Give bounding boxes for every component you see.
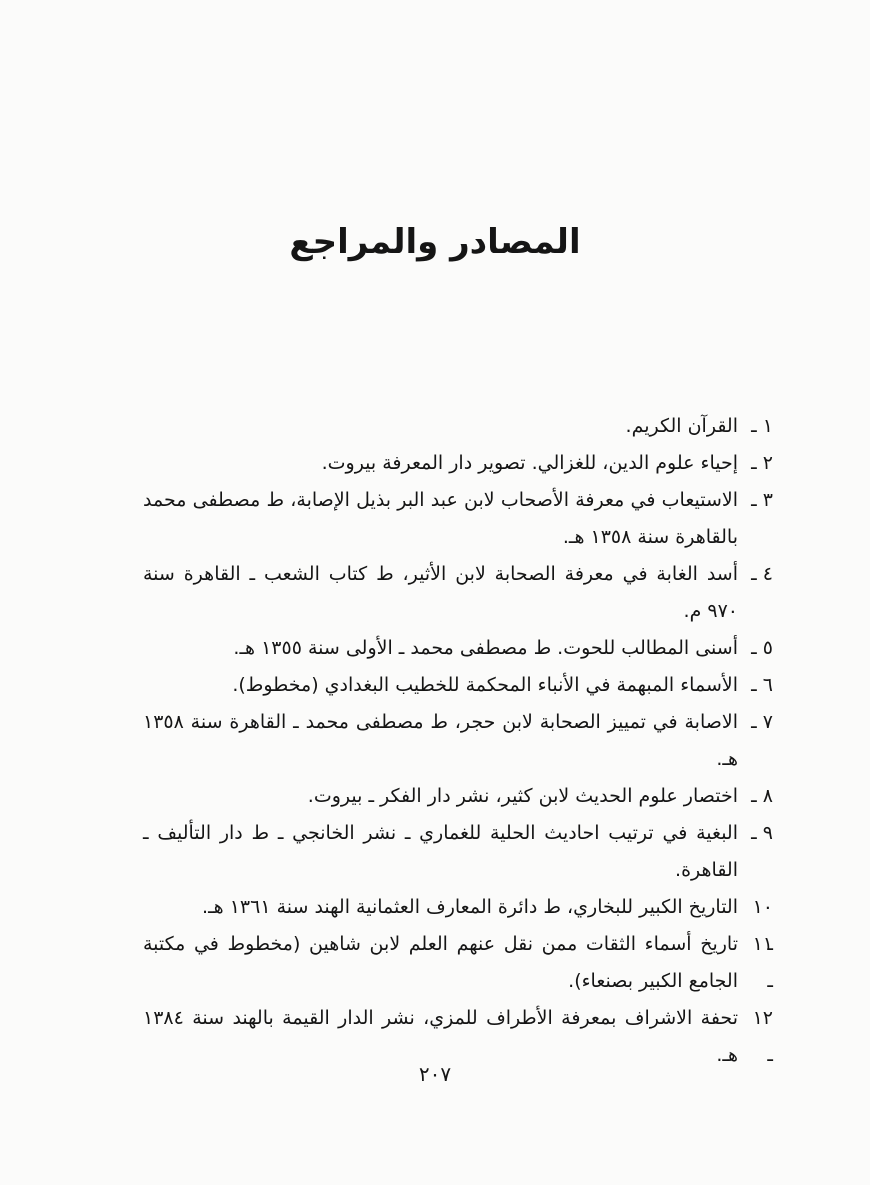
reference-text: إحياء علوم الدين، للغزالي. تصوير دار المعرفة بيروت.	[321, 452, 738, 474]
reference-text: أسنى المطالب للحوت. ط مصطفى محمد ـ الأولى سنة ١٣٥٥ هـ.	[233, 637, 738, 659]
reference-text: الاصابة في تمييز الصحابة لابن حجر، ط مصطفى محمد ـ القاهرة سنة ١٣٥٨ هـ.	[143, 711, 738, 770]
reference-item	[143, 889, 773, 926]
reference-item	[143, 482, 773, 556]
reference-number: ٣ ـ	[741, 482, 773, 519]
page-title: المصادر والمراجع	[289, 222, 581, 262]
reference-number: ٦ ـ	[741, 667, 773, 704]
reference-text: اختصار علوم الحديث لابن كثير، نشر دار الفكر ـ بيروت.	[307, 785, 738, 807]
reference-number: ٩ ـ	[741, 815, 773, 852]
reference-number: ٨ ـ	[741, 778, 773, 815]
reference-text: تحفة الاشراف بمعرفة الأطراف للمزي، نشر الدار القيمة بالهند سنة ١٣٨٤ هـ.	[143, 1007, 738, 1066]
reference-item	[143, 704, 773, 778]
reference-text: أسد الغابة في معرفة الصحابة لابن الأثير، ط كتاب الشعب ـ القاهرة سنة ٩٧٠ م.	[143, 563, 738, 622]
reference-text: الأسماء المبهمة في الأنباء المحكمة للخطيب البغدادي (مخطوط).	[232, 674, 738, 696]
reference-text: البغية في ترتيب احاديث الحلية للغماري ـ نشر الخانجي ـ ط دار التأليف ـ القاهرة.	[143, 822, 738, 881]
reference-number: ٤ ـ	[741, 556, 773, 593]
reference-item	[143, 815, 773, 889]
reference-number: ١١ ـ	[741, 926, 773, 1000]
reference-text: تاريخ أسماء الثقات ممن نقل عنهم العلم لابن شاهين (مخطوط في مكتبة الجامع الكبير بصنعاء).	[143, 933, 738, 992]
reference-item	[143, 445, 773, 482]
reference-number: ٢ ـ	[741, 445, 773, 482]
reference-item	[143, 630, 773, 667]
page-number: ٢٠٧	[418, 1062, 452, 1086]
reference-number: ٥ ـ	[741, 630, 773, 667]
reference-number: ١ ـ	[741, 408, 773, 445]
reference-text: الاستيعاب في معرفة الأصحاب لابن عبد البر بذيل الإصابة، ط مصطفى محمد بالقاهرة سنة ١٣٥٨ هـ.	[143, 489, 738, 548]
reference-item	[143, 408, 773, 445]
reference-item	[143, 667, 773, 704]
reference-item	[143, 926, 773, 1000]
reference-number: ١٠ ـ	[741, 889, 773, 963]
reference-number: ٧ ـ	[741, 704, 773, 741]
reference-item	[143, 778, 773, 815]
reference-text: التاريخ الكبير للبخاري، ط دائرة المعارف العثمانية الهند سنة ١٣٦١ هـ.	[202, 896, 738, 918]
references-list	[143, 408, 773, 1074]
reference-text: القرآن الكريم.	[625, 415, 738, 437]
reference-number: ١٢ ـ	[741, 1000, 773, 1074]
reference-item	[143, 556, 773, 630]
